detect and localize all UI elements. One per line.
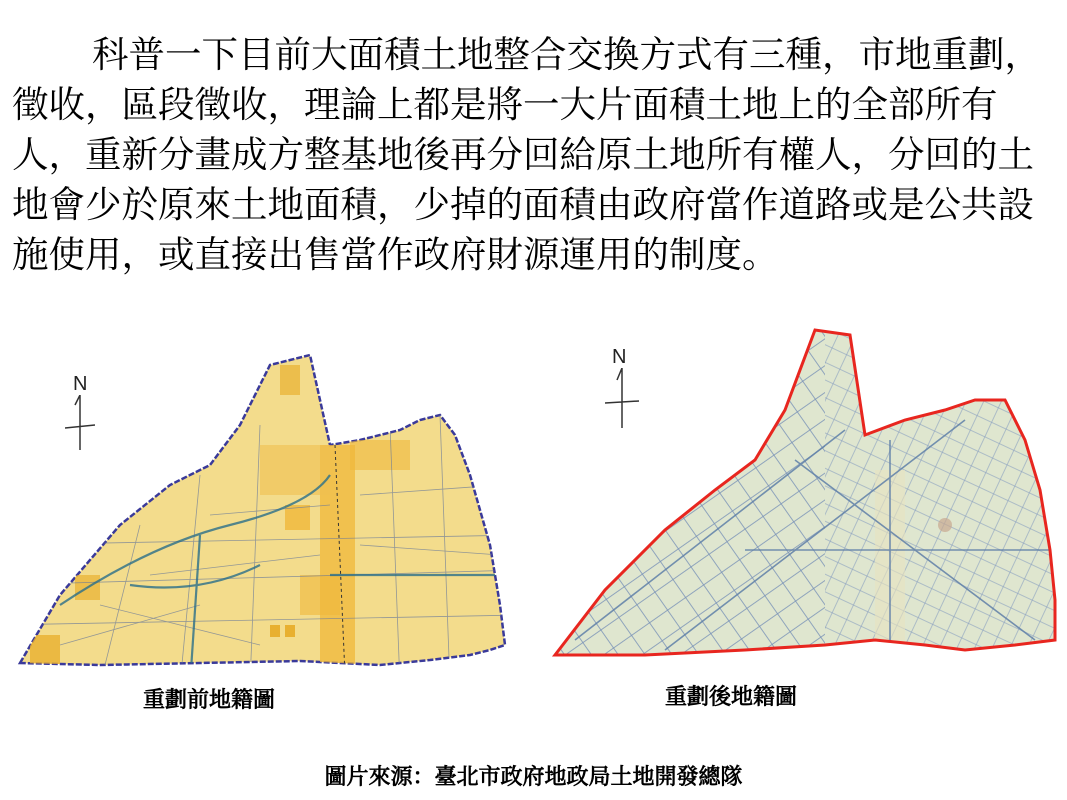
image-source: 圖片來源：臺北市政府地政局土地開發總隊 <box>324 764 743 790</box>
map-before <box>0 345 520 685</box>
caption-after: 重劃後地籍圖 <box>665 684 798 710</box>
north-label-left: N <box>73 373 88 395</box>
intro-paragraph <box>12 30 1057 280</box>
caption-before: 重劃前地籍圖 <box>143 687 276 713</box>
intro-text: 科普一下目前大面積土地整合交換方式有三種，市地重劃，徵收，區段徵收，理論上都是將一大片面積土地上的全部所有人，重新分畫成方整基地後再分回給原土地所有權人，分回的土地會少於原來土地面積，少掉的面積由政府當作道路或是公共設施使用，或直接出售當作政府財源運用的制度。 <box>12 33 1041 276</box>
north-arrow-icon <box>65 395 95 450</box>
north-arrow-icon <box>605 368 640 428</box>
map-after <box>545 320 1065 665</box>
north-label-right: N <box>612 346 627 368</box>
